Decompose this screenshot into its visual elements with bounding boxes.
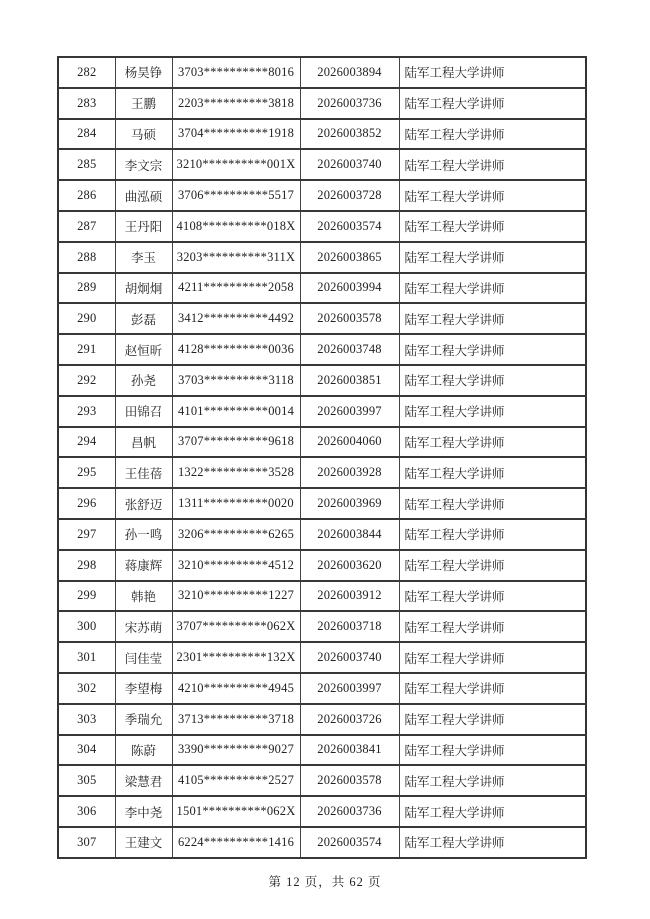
registration-code-cell: 2026003894 (300, 57, 399, 88)
id-number-cell: 4105**********2527 (172, 765, 300, 796)
name-cell: 宋苏萌 (115, 611, 172, 642)
position-cell: 陆军工程大学讲师 (399, 334, 586, 365)
registration-code-cell: 2026003620 (300, 550, 399, 581)
name-cell: 昌帆 (115, 427, 172, 458)
id-number-cell: 4211**********2058 (172, 273, 300, 304)
name-cell: 赵恒昕 (115, 334, 172, 365)
registration-code-cell: 2026003748 (300, 334, 399, 365)
serial-number-cell: 282 (58, 57, 115, 88)
name-cell: 闫佳莹 (115, 642, 172, 673)
registration-code-cell: 2026003844 (300, 519, 399, 550)
registration-code-cell: 2026003969 (300, 488, 399, 519)
id-number-cell: 4108**********018X (172, 211, 300, 242)
registration-code-cell: 2026003736 (300, 796, 399, 827)
position-cell: 陆军工程大学讲师 (399, 519, 586, 550)
serial-number-cell: 288 (58, 242, 115, 273)
id-number-cell: 3206**********6265 (172, 519, 300, 550)
serial-number-cell: 302 (58, 673, 115, 704)
position-cell: 陆军工程大学讲师 (399, 673, 586, 704)
serial-number-cell: 294 (58, 427, 115, 458)
serial-number-cell: 299 (58, 581, 115, 612)
table-row (58, 581, 586, 612)
table-row (58, 765, 586, 796)
registration-code-cell: 2026003865 (300, 242, 399, 273)
name-cell: 王丹阳 (115, 211, 172, 242)
name-cell: 季瑞允 (115, 704, 172, 735)
page-number-footer: 第 12 页，共 62 页 (268, 875, 382, 889)
registration-code-cell: 2026003736 (300, 88, 399, 119)
name-cell: 韩艳 (115, 581, 172, 612)
id-number-cell: 2203**********3818 (172, 88, 300, 119)
position-cell: 陆军工程大学讲师 (399, 457, 586, 488)
serial-number-cell: 284 (58, 119, 115, 150)
table-row (58, 211, 586, 242)
position-cell: 陆军工程大学讲师 (399, 119, 586, 150)
position-cell: 陆军工程大学讲师 (399, 57, 586, 88)
position-cell: 陆军工程大学讲师 (399, 88, 586, 119)
serial-number-cell: 305 (58, 765, 115, 796)
id-number-cell: 4101**********0014 (172, 396, 300, 427)
id-number-cell: 3412**********4492 (172, 303, 300, 334)
table-row (58, 273, 586, 304)
registration-code-cell: 2026003997 (300, 673, 399, 704)
registration-code-cell: 2026003574 (300, 211, 399, 242)
registration-code-cell: 2026003852 (300, 119, 399, 150)
position-cell: 陆军工程大学讲师 (399, 273, 586, 304)
position-cell: 陆军工程大学讲师 (399, 611, 586, 642)
position-cell: 陆军工程大学讲师 (399, 550, 586, 581)
id-number-cell: 2301**********132X (172, 642, 300, 673)
registration-code-cell: 2026003740 (300, 642, 399, 673)
name-cell: 王佳蓓 (115, 457, 172, 488)
serial-number-cell: 296 (58, 488, 115, 519)
id-number-cell: 4210**********4945 (172, 673, 300, 704)
table-row (58, 88, 586, 119)
serial-number-cell: 306 (58, 796, 115, 827)
position-cell: 陆军工程大学讲师 (399, 211, 586, 242)
id-number-cell: 3390**********9027 (172, 735, 300, 766)
registration-code-cell: 2026004060 (300, 427, 399, 458)
serial-number-cell: 301 (58, 642, 115, 673)
serial-number-cell: 291 (58, 334, 115, 365)
table-row (58, 180, 586, 211)
registration-code-cell: 2026003994 (300, 273, 399, 304)
name-cell: 李望梅 (115, 673, 172, 704)
position-cell: 陆军工程大学讲师 (399, 242, 586, 273)
serial-number-cell: 285 (58, 149, 115, 180)
registration-code-cell: 2026003912 (300, 581, 399, 612)
id-number-cell: 4128**********0036 (172, 334, 300, 365)
name-cell: 陈蔚 (115, 735, 172, 766)
registration-code-cell: 2026003578 (300, 303, 399, 334)
name-cell: 胡炯炯 (115, 273, 172, 304)
table-row (58, 242, 586, 273)
roster-table (57, 56, 587, 859)
position-cell: 陆军工程大学讲师 (399, 180, 586, 211)
position-cell: 陆军工程大学讲师 (399, 427, 586, 458)
serial-number-cell: 293 (58, 396, 115, 427)
table-row (58, 365, 586, 396)
table-row (58, 334, 586, 365)
id-number-cell: 3704**********1918 (172, 119, 300, 150)
name-cell: 孙一鸣 (115, 519, 172, 550)
id-number-cell: 3210**********1227 (172, 581, 300, 612)
id-number-cell: 1501**********062X (172, 796, 300, 827)
serial-number-cell: 304 (58, 735, 115, 766)
position-cell: 陆军工程大学讲师 (399, 149, 586, 180)
table-row (58, 427, 586, 458)
registration-code-cell: 2026003997 (300, 396, 399, 427)
table-row (58, 488, 586, 519)
position-cell: 陆军工程大学讲师 (399, 642, 586, 673)
position-cell: 陆军工程大学讲师 (399, 581, 586, 612)
position-cell: 陆军工程大学讲师 (399, 827, 586, 858)
serial-number-cell: 307 (58, 827, 115, 858)
position-cell: 陆军工程大学讲师 (399, 796, 586, 827)
table-row (58, 457, 586, 488)
position-cell: 陆军工程大学讲师 (399, 365, 586, 396)
position-cell: 陆军工程大学讲师 (399, 704, 586, 735)
serial-number-cell: 289 (58, 273, 115, 304)
id-number-cell: 1311**********0020 (172, 488, 300, 519)
position-cell: 陆军工程大学讲师 (399, 396, 586, 427)
name-cell: 梁慧君 (115, 765, 172, 796)
name-cell: 马硕 (115, 119, 172, 150)
table-row (58, 735, 586, 766)
name-cell: 蒋康辉 (115, 550, 172, 581)
table-row (58, 57, 586, 88)
serial-number-cell: 297 (58, 519, 115, 550)
table-row (58, 673, 586, 704)
serial-number-cell: 287 (58, 211, 115, 242)
name-cell: 孙尧 (115, 365, 172, 396)
name-cell: 李玉 (115, 242, 172, 273)
id-number-cell: 1322**********3528 (172, 457, 300, 488)
name-cell: 李文宗 (115, 149, 172, 180)
name-cell: 李中尧 (115, 796, 172, 827)
id-number-cell: 3703**********3118 (172, 365, 300, 396)
id-number-cell: 3707**********9618 (172, 427, 300, 458)
registration-code-cell: 2026003841 (300, 735, 399, 766)
id-number-cell: 3210**********001X (172, 149, 300, 180)
position-cell: 陆军工程大学讲师 (399, 488, 586, 519)
name-cell: 田锦召 (115, 396, 172, 427)
serial-number-cell: 283 (58, 88, 115, 119)
registration-code-cell: 2026003578 (300, 765, 399, 796)
id-number-cell: 3210**********4512 (172, 550, 300, 581)
registration-code-cell: 2026003851 (300, 365, 399, 396)
serial-number-cell: 286 (58, 180, 115, 211)
name-cell: 王鹏 (115, 88, 172, 119)
id-number-cell: 6224**********1416 (172, 827, 300, 858)
table-row (58, 396, 586, 427)
table-row (58, 149, 586, 180)
name-cell: 彭磊 (115, 303, 172, 334)
name-cell: 杨昊铮 (115, 57, 172, 88)
table-row (58, 303, 586, 334)
table-row (58, 642, 586, 673)
name-cell: 张舒迈 (115, 488, 172, 519)
table-row (58, 550, 586, 581)
roster-table-body (58, 57, 586, 858)
id-number-cell: 3703**********8016 (172, 57, 300, 88)
registration-code-cell: 2026003574 (300, 827, 399, 858)
serial-number-cell: 295 (58, 457, 115, 488)
serial-number-cell: 303 (58, 704, 115, 735)
serial-number-cell: 300 (58, 611, 115, 642)
registration-code-cell: 2026003928 (300, 457, 399, 488)
id-number-cell: 3203**********311X (172, 242, 300, 273)
table-row (58, 704, 586, 735)
id-number-cell: 3713**********3718 (172, 704, 300, 735)
table-row (58, 519, 586, 550)
registration-code-cell: 2026003740 (300, 149, 399, 180)
position-cell: 陆军工程大学讲师 (399, 765, 586, 796)
table-row (58, 796, 586, 827)
name-cell: 曲泓硕 (115, 180, 172, 211)
position-cell: 陆军工程大学讲师 (399, 735, 586, 766)
id-number-cell: 3706**********5517 (172, 180, 300, 211)
serial-number-cell: 292 (58, 365, 115, 396)
table-row (58, 611, 586, 642)
registration-code-cell: 2026003728 (300, 180, 399, 211)
position-cell: 陆军工程大学讲师 (399, 303, 586, 334)
id-number-cell: 3707**********062X (172, 611, 300, 642)
registration-code-cell: 2026003726 (300, 704, 399, 735)
registration-code-cell: 2026003718 (300, 611, 399, 642)
table-row (58, 119, 586, 150)
name-cell: 王建文 (115, 827, 172, 858)
serial-number-cell: 290 (58, 303, 115, 334)
table-row (58, 827, 586, 858)
serial-number-cell: 298 (58, 550, 115, 581)
